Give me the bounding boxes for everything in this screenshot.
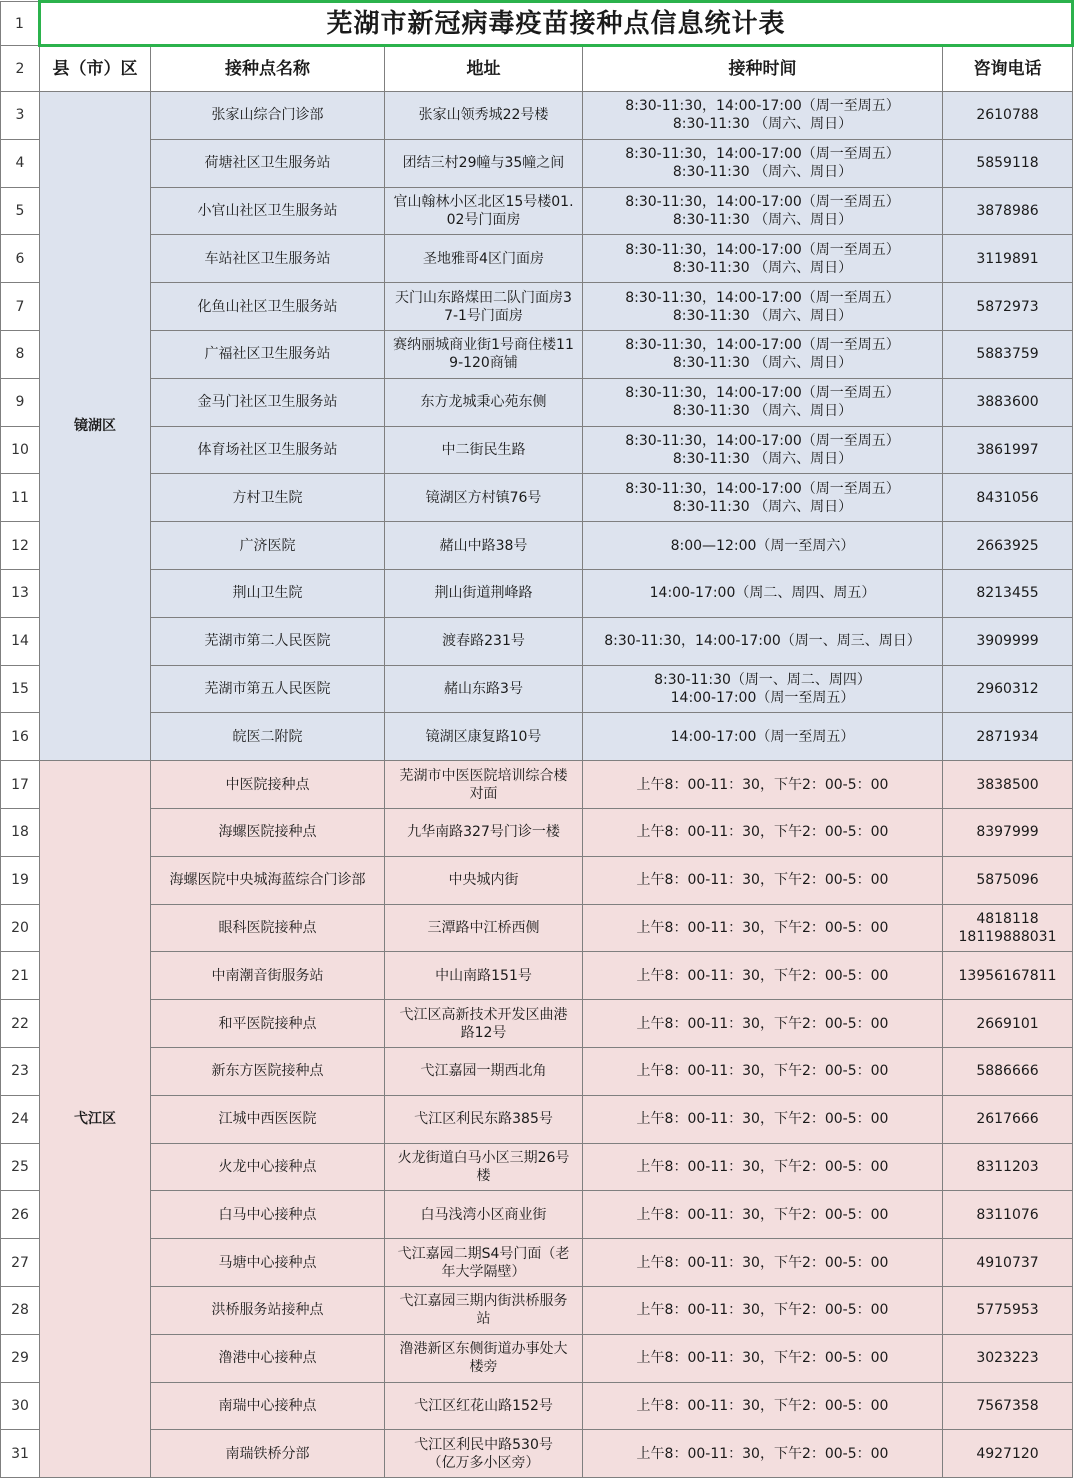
table-row: [1, 283, 1073, 331]
phone-line: 4910737: [976, 1254, 1039, 1271]
phone-cell[interactable]: [943, 1000, 1073, 1048]
row-number[interactable]: 24: [1, 1095, 40, 1143]
time-cell[interactable]: [583, 1047, 943, 1095]
phone-line: 4818118: [976, 910, 1039, 927]
table-row: [1, 713, 1073, 761]
address-cell[interactable]: [385, 235, 583, 283]
address-line: 弋江区利民东路385号: [414, 1111, 553, 1128]
time-line: 上午8：00-11：30，下午2：00-5：00: [636, 1158, 889, 1175]
time-line: 上午8：00-11：30，下午2：00-5：00: [636, 872, 889, 889]
address-line: 白马浅湾小区商业街: [420, 1206, 547, 1223]
address-line: 官山翰林小区北区15号楼01.: [393, 193, 574, 210]
table-row: [1, 1286, 1073, 1334]
time-cell[interactable]: [583, 1286, 943, 1334]
time-cell[interactable]: [583, 283, 943, 331]
row-number[interactable]: 22: [1, 1000, 40, 1048]
address-line: （亿万多小区旁）: [427, 1454, 540, 1471]
address-line: 圣地雅哥4区门面房: [423, 250, 544, 267]
row-number[interactable]: 23: [1, 1047, 40, 1095]
phone-cell[interactable]: [943, 952, 1073, 1000]
address-cell[interactable]: [385, 952, 583, 1000]
time-line: 8:30-11:30 （周六、周日）: [672, 259, 853, 276]
time-cell[interactable]: [583, 617, 943, 665]
address-cell[interactable]: [385, 856, 583, 904]
phone-line: 3838500: [976, 776, 1039, 793]
site-name-cell[interactable]: 皖医二附院: [151, 713, 385, 761]
address-cell[interactable]: [385, 569, 583, 617]
address-cell[interactable]: [385, 808, 583, 856]
table-row: [1, 569, 1073, 617]
site-name-cell[interactable]: 火龙中心接种点: [151, 1143, 385, 1191]
site-name-cell[interactable]: 金马门社区卫生服务站: [151, 378, 385, 426]
address-line: 镜湖区康复路10号: [425, 728, 542, 745]
table-row: [1, 522, 1073, 570]
phone-line: 8431056: [976, 489, 1039, 506]
table-row: [1, 1239, 1073, 1287]
phone-line: 2663925: [976, 537, 1039, 554]
address-cell[interactable]: [385, 665, 583, 713]
time-line: 8:30-11:30，14:00-17:00（周一至周五）: [625, 289, 900, 306]
row-number[interactable]: 11: [1, 474, 40, 522]
address-line: 弋江区利民中路530号: [414, 1436, 553, 1453]
address-line: 东方龙城秉心苑东侧: [420, 394, 547, 411]
address-cell[interactable]: [385, 617, 583, 665]
phone-line: 5775953: [976, 1302, 1039, 1319]
time-line: 14:00-17:00（周二、周四、周五）: [649, 585, 876, 602]
address-cell[interactable]: [385, 330, 583, 378]
row-number[interactable]: 13: [1, 569, 40, 617]
time-cell[interactable]: [583, 330, 943, 378]
phone-cell[interactable]: [943, 283, 1073, 331]
table-row: [1, 139, 1073, 187]
site-name-cell[interactable]: 化鱼山社区卫生服务站: [151, 283, 385, 331]
site-name-cell[interactable]: 芜湖市第二人民医院: [151, 617, 385, 665]
site-name-cell[interactable]: 荆山卫生院: [151, 569, 385, 617]
header-site-name[interactable]: 接种点名称: [151, 46, 385, 92]
site-name-cell[interactable]: 澛港中心接种点: [151, 1334, 385, 1382]
time-cell[interactable]: [583, 569, 943, 617]
phone-line: 3883600: [976, 394, 1039, 411]
phone-line: 3023223: [976, 1350, 1039, 1367]
phone-cell[interactable]: [943, 1191, 1073, 1239]
row-number[interactable]: 3: [1, 92, 40, 140]
address-cell[interactable]: [385, 904, 583, 952]
address-cell[interactable]: [385, 139, 583, 187]
table-row: [1, 1047, 1073, 1095]
address-line: 7-1号门面房: [444, 307, 523, 324]
address-cell[interactable]: [385, 426, 583, 474]
phone-line: 2669101: [976, 1015, 1039, 1032]
table-row: [1, 378, 1073, 426]
phone-cell[interactable]: [943, 856, 1073, 904]
header-row: [1, 46, 1073, 92]
time-cell[interactable]: [583, 1095, 943, 1143]
address-cell[interactable]: [385, 1382, 583, 1430]
time-cell[interactable]: [583, 426, 943, 474]
phone-cell[interactable]: [943, 1239, 1073, 1287]
address-cell[interactable]: [385, 1191, 583, 1239]
row-number[interactable]: 5: [1, 187, 40, 235]
time-line: 8:30-11:30 （周六、周日）: [672, 450, 853, 467]
row-number[interactable]: 29: [1, 1334, 40, 1382]
phone-line: 13956167811: [958, 967, 1057, 984]
table-row: [1, 235, 1073, 283]
time-line: 8:30-11:30，14:00-17:00（周一、周三、周日）: [604, 633, 921, 650]
site-name-cell[interactable]: 南瑞中心接种点: [151, 1382, 385, 1430]
row-number[interactable]: 26: [1, 1191, 40, 1239]
address-line: 天门山东路煤田二队门面房3: [395, 289, 572, 306]
row-number[interactable]: 27: [1, 1239, 40, 1287]
table-row: [1, 426, 1073, 474]
time-line: 8:30-11:30，14:00-17:00（周一至周五）: [625, 98, 900, 115]
table-row: [1, 92, 1073, 140]
time-cell[interactable]: [583, 187, 943, 235]
row-number[interactable]: 28: [1, 1286, 40, 1334]
time-line: 上午8：00-11：30，下午2：00-5：00: [636, 1350, 889, 1367]
address-cell[interactable]: [385, 92, 583, 140]
phone-line: 5859118: [976, 155, 1039, 172]
table-row: [1, 1382, 1073, 1430]
table-title[interactable]: 芜湖市新冠病毒疫苗接种点信息统计表: [40, 2, 1073, 46]
table-row: [1, 952, 1073, 1000]
table-row: [1, 904, 1073, 952]
time-cell[interactable]: [583, 378, 943, 426]
time-line: 8:30-11:30 （周六、周日）: [672, 498, 853, 515]
phone-cell[interactable]: [943, 1382, 1073, 1430]
phone-line: 7567358: [976, 1397, 1039, 1414]
site-name-cell[interactable]: 张家山综合门诊部: [151, 92, 385, 140]
address-line: 芜湖市中医医院培训综合楼: [399, 767, 568, 784]
address-line: 楼旁: [469, 1359, 498, 1376]
address-line: 赛纳丽城商业街1号商住楼11: [393, 337, 574, 354]
time-cell[interactable]: [583, 904, 943, 952]
table-row: [1, 474, 1073, 522]
address-line: 弋江嘉园一期西北角: [420, 1063, 547, 1080]
phone-cell[interactable]: [943, 761, 1073, 809]
row-number[interactable]: 15: [1, 665, 40, 713]
site-name-cell[interactable]: 体育场社区卫生服务站: [151, 426, 385, 474]
time-line: 上午8：00-11：30，下午2：00-5：00: [636, 967, 889, 984]
address-line: 渡春路231号: [442, 633, 525, 650]
row-number[interactable]: 25: [1, 1143, 40, 1191]
address-line: 三潭路中江桥西侧: [427, 919, 540, 936]
header-time[interactable]: 接种时间: [583, 46, 943, 92]
row-number[interactable]: 20: [1, 904, 40, 952]
row-number[interactable]: 12: [1, 522, 40, 570]
time-cell[interactable]: [583, 665, 943, 713]
address-cell[interactable]: [385, 522, 583, 570]
phone-cell[interactable]: [943, 378, 1073, 426]
address-cell[interactable]: [385, 1095, 583, 1143]
phone-line: 5883759: [976, 346, 1039, 363]
header-address[interactable]: 地址: [385, 46, 583, 92]
phone-line: 8213455: [976, 585, 1039, 602]
row-number[interactable]: 1: [1, 2, 40, 46]
time-line: 上午8：00-11：30，下午2：00-5：00: [636, 919, 889, 936]
address-line: 赭山中路38号: [439, 537, 528, 554]
phone-cell[interactable]: [943, 1430, 1073, 1478]
table-row: [1, 330, 1073, 378]
time-line: 上午8：00-11：30，下午2：00-5：00: [636, 1063, 889, 1080]
title-row: [1, 2, 1073, 46]
time-line: 8:30-11:30，14:00-17:00（周一至周五）: [625, 193, 900, 210]
address-cell[interactable]: [385, 474, 583, 522]
header-district[interactable]: 县（市）区: [40, 46, 151, 92]
time-cell[interactable]: [583, 1000, 943, 1048]
time-line: 8:30-11:30 （周六、周日）: [672, 211, 853, 228]
address-cell[interactable]: [385, 1334, 583, 1382]
row-number[interactable]: 21: [1, 952, 40, 1000]
site-name-cell[interactable]: 小官山社区卫生服务站: [151, 187, 385, 235]
row-number[interactable]: 9: [1, 378, 40, 426]
site-name-cell[interactable]: 江城中西医医院: [151, 1095, 385, 1143]
phone-line: 3878986: [976, 202, 1039, 219]
table-row: [1, 1334, 1073, 1382]
phone-line: 3861997: [976, 441, 1039, 458]
time-cell[interactable]: [583, 1382, 943, 1430]
phone-cell[interactable]: [943, 1334, 1073, 1382]
time-line: 上午8：00-11：30，下午2：00-5：00: [636, 1302, 889, 1319]
phone-line: 2610788: [976, 107, 1039, 124]
row-number[interactable]: 2: [1, 46, 40, 92]
phone-line: 3909999: [976, 633, 1039, 650]
phone-cell[interactable]: [943, 1143, 1073, 1191]
site-name-cell[interactable]: 白马中心接种点: [151, 1191, 385, 1239]
time-line: 上午8：00-11：30，下午2：00-5：00: [636, 1254, 889, 1271]
table-row: [1, 187, 1073, 235]
phone-line: 5872973: [976, 298, 1039, 315]
time-cell[interactable]: [583, 1239, 943, 1287]
district-jinghu[interactable]: 镜湖区: [40, 92, 151, 761]
address-line: 楼: [476, 1167, 491, 1184]
time-cell[interactable]: [583, 474, 943, 522]
address-cell[interactable]: [385, 1286, 583, 1334]
address-line: 团结三村29幢与35幢之间: [402, 155, 565, 172]
address-cell[interactable]: [385, 378, 583, 426]
site-name-cell[interactable]: 马塘中心接种点: [151, 1239, 385, 1287]
phone-cell[interactable]: [943, 665, 1073, 713]
time-line: 上午8：00-11：30，下午2：00-5：00: [636, 776, 889, 793]
site-name-cell[interactable]: 和平医院接种点: [151, 1000, 385, 1048]
address-cell[interactable]: [385, 761, 583, 809]
address-line: 弋江区红花山路152号: [414, 1397, 553, 1414]
phone-line: 8311203: [976, 1158, 1039, 1175]
phone-cell[interactable]: [943, 92, 1073, 140]
time-line: 上午8：00-11：30，下午2：00-5：00: [636, 1111, 889, 1128]
phone-cell[interactable]: [943, 1047, 1073, 1095]
time-line: 8:30-11:30，14:00-17:00（周一至周五）: [625, 385, 900, 402]
table-row: [1, 1191, 1073, 1239]
table-row: [1, 665, 1073, 713]
phone-cell[interactable]: [943, 569, 1073, 617]
phone-cell[interactable]: [943, 808, 1073, 856]
phone-cell[interactable]: [943, 235, 1073, 283]
address-line: 中山南路151号: [435, 967, 532, 984]
table-row: [1, 761, 1073, 809]
address-cell[interactable]: [385, 283, 583, 331]
address-line: 站: [476, 1311, 491, 1328]
row-number[interactable]: 8: [1, 330, 40, 378]
row-number[interactable]: 14: [1, 617, 40, 665]
row-number[interactable]: 31: [1, 1430, 40, 1478]
address-line: 九华南路327号门诊一楼: [407, 824, 560, 841]
address-line: 9-120商铺: [449, 355, 518, 372]
address-line: 澛港新区东侧街道办事处大: [399, 1341, 568, 1358]
address-line: 镜湖区方村镇76号: [425, 489, 542, 506]
address-line: 路12号: [460, 1024, 507, 1041]
site-name-cell[interactable]: 中南潮音街服务站: [151, 952, 385, 1000]
site-name-cell[interactable]: 广福社区卫生服务站: [151, 330, 385, 378]
time-cell[interactable]: [583, 235, 943, 283]
phone-line: 3119891: [976, 250, 1039, 267]
table-row: [1, 856, 1073, 904]
phone-line: 2960312: [976, 680, 1039, 697]
site-name-cell[interactable]: 南瑞铁桥分部: [151, 1430, 385, 1478]
time-line: 8:30-11:30，14:00-17:00（周一至周五）: [625, 146, 900, 163]
address-line: 火龙街道白马小区三期26号: [397, 1149, 570, 1166]
phone-cell[interactable]: [943, 1095, 1073, 1143]
row-number[interactable]: 7: [1, 283, 40, 331]
table-row: [1, 808, 1073, 856]
address-line: 年大学隔壁）: [441, 1263, 526, 1280]
row-number[interactable]: 30: [1, 1382, 40, 1430]
address-cell[interactable]: [385, 713, 583, 761]
phone-cell[interactable]: [943, 330, 1073, 378]
time-line: 上午8：00-11：30，下午2：00-5：00: [636, 1015, 889, 1032]
phone-cell[interactable]: [943, 474, 1073, 522]
table-row: [1, 1000, 1073, 1048]
time-cell[interactable]: [583, 761, 943, 809]
row-number[interactable]: 19: [1, 856, 40, 904]
phone-line: 2617666: [976, 1111, 1039, 1128]
address-cell[interactable]: [385, 1430, 583, 1478]
phone-cell[interactable]: [943, 187, 1073, 235]
address-line: 对面: [469, 785, 498, 802]
time-cell[interactable]: [583, 1334, 943, 1382]
time-line: 14:00-17:00（周一至周五）: [670, 689, 855, 706]
site-name-cell[interactable]: 荷塘社区卫生服务站: [151, 139, 385, 187]
time-cell[interactable]: [583, 713, 943, 761]
row-number[interactable]: 4: [1, 139, 40, 187]
address-cell[interactable]: [385, 1000, 583, 1048]
table-row: [1, 1430, 1073, 1478]
time-line: 上午8：00-11：30，下午2：00-5：00: [636, 1397, 889, 1414]
time-cell[interactable]: [583, 522, 943, 570]
site-name-cell[interactable]: 海螺医院接种点: [151, 808, 385, 856]
time-cell[interactable]: [583, 1191, 943, 1239]
time-line: 上午8：00-11：30，下午2：00-5：00: [636, 1206, 889, 1223]
address-line: 弋江嘉园三期内街洪桥服务: [399, 1293, 568, 1310]
row-number[interactable]: 16: [1, 713, 40, 761]
phone-cell[interactable]: [943, 713, 1073, 761]
phone-line: 8311076: [976, 1206, 1039, 1223]
site-name-cell[interactable]: 车站社区卫生服务站: [151, 235, 385, 283]
phone-cell[interactable]: [943, 426, 1073, 474]
time-line: 8:30-11:30，14:00-17:00（周一至周五）: [625, 241, 900, 258]
phone-line: 2871934: [976, 728, 1039, 745]
table-row: [1, 617, 1073, 665]
table-row: [1, 1095, 1073, 1143]
site-name-cell[interactable]: 新东方医院接种点: [151, 1047, 385, 1095]
site-name-cell[interactable]: 洪桥服务站接种点: [151, 1286, 385, 1334]
time-line: 上午8：00-11：30，下午2：00-5：00: [636, 1445, 889, 1462]
address-cell[interactable]: [385, 1047, 583, 1095]
address-line: 弋江区高新技术开发区曲港: [399, 1006, 568, 1023]
phone-line: 18119888031: [958, 928, 1057, 945]
district-yijiang[interactable]: 弋江区: [40, 761, 151, 1478]
table-row: [1, 1143, 1073, 1191]
row-number[interactable]: 10: [1, 426, 40, 474]
phone-cell[interactable]: [943, 617, 1073, 665]
time-line: 8:30-11:30，14:00-17:00（周一至周五）: [625, 480, 900, 497]
time-line: 8:30-11:30 （周六、周日）: [672, 355, 853, 372]
phone-cell[interactable]: [943, 1286, 1073, 1334]
time-line: 8:00—12:00（周一至周六）: [670, 537, 855, 554]
site-name-cell[interactable]: 方村卫生院: [151, 474, 385, 522]
address-cell[interactable]: [385, 1239, 583, 1287]
time-line: 8:30-11:30 （周六、周日）: [672, 116, 853, 133]
time-cell[interactable]: [583, 1143, 943, 1191]
address-line: 弋江嘉园二期S4号门面（老: [397, 1245, 570, 1262]
time-line: 上午8：00-11：30，下午2：00-5：00: [636, 824, 889, 841]
time-cell[interactable]: [583, 1430, 943, 1478]
phone-cell[interactable]: [943, 139, 1073, 187]
address-cell[interactable]: [385, 187, 583, 235]
site-name-cell[interactable]: 芜湖市第五人民医院: [151, 665, 385, 713]
address-line: 赭山东路3号: [444, 680, 523, 697]
time-cell[interactable]: [583, 808, 943, 856]
row-number[interactable]: 6: [1, 235, 40, 283]
time-cell[interactable]: [583, 92, 943, 140]
phone-line: 8397999: [976, 824, 1039, 841]
time-line: 14:00-17:00（周一至周五）: [670, 728, 855, 745]
site-name-cell[interactable]: 中医院接种点: [151, 761, 385, 809]
phone-line: 5886666: [976, 1063, 1039, 1080]
address-line: 中央城内街: [448, 872, 519, 889]
time-line: 8:30-11:30 （周六、周日）: [672, 403, 853, 420]
time-line: 8:30-11:30，14:00-17:00（周一至周五）: [625, 432, 900, 449]
row-number[interactable]: 18: [1, 808, 40, 856]
address-line: 02号门面房: [446, 211, 521, 228]
time-line: 8:30-11:30 （周六、周日）: [672, 164, 853, 181]
site-name-cell[interactable]: 广济医院: [151, 522, 385, 570]
phone-line: 5875096: [976, 872, 1039, 889]
phone-line: 4927120: [976, 1445, 1039, 1462]
address-line: 张家山领秀城22号楼: [418, 107, 549, 124]
phone-cell[interactable]: [943, 522, 1073, 570]
time-cell[interactable]: [583, 139, 943, 187]
time-line: 8:30-11:30（周一、周二、周四）: [654, 671, 871, 688]
time-cell[interactable]: [583, 856, 943, 904]
address-line: 中二街民生路: [441, 441, 526, 458]
time-line: 8:30-11:30，14:00-17:00（周一至周五）: [625, 337, 900, 354]
phone-cell[interactable]: [943, 904, 1073, 952]
header-phone[interactable]: 咨询电话: [943, 46, 1073, 92]
time-line: 8:30-11:30 （周六、周日）: [672, 307, 853, 324]
site-name-cell[interactable]: 海螺医院中央城海蓝综合门诊部: [151, 856, 385, 904]
row-number[interactable]: 17: [1, 761, 40, 809]
site-name-cell[interactable]: 眼科医院接种点: [151, 904, 385, 952]
time-cell[interactable]: [583, 952, 943, 1000]
address-line: 荆山街道荆峰路: [434, 585, 533, 602]
address-cell[interactable]: [385, 1143, 583, 1191]
